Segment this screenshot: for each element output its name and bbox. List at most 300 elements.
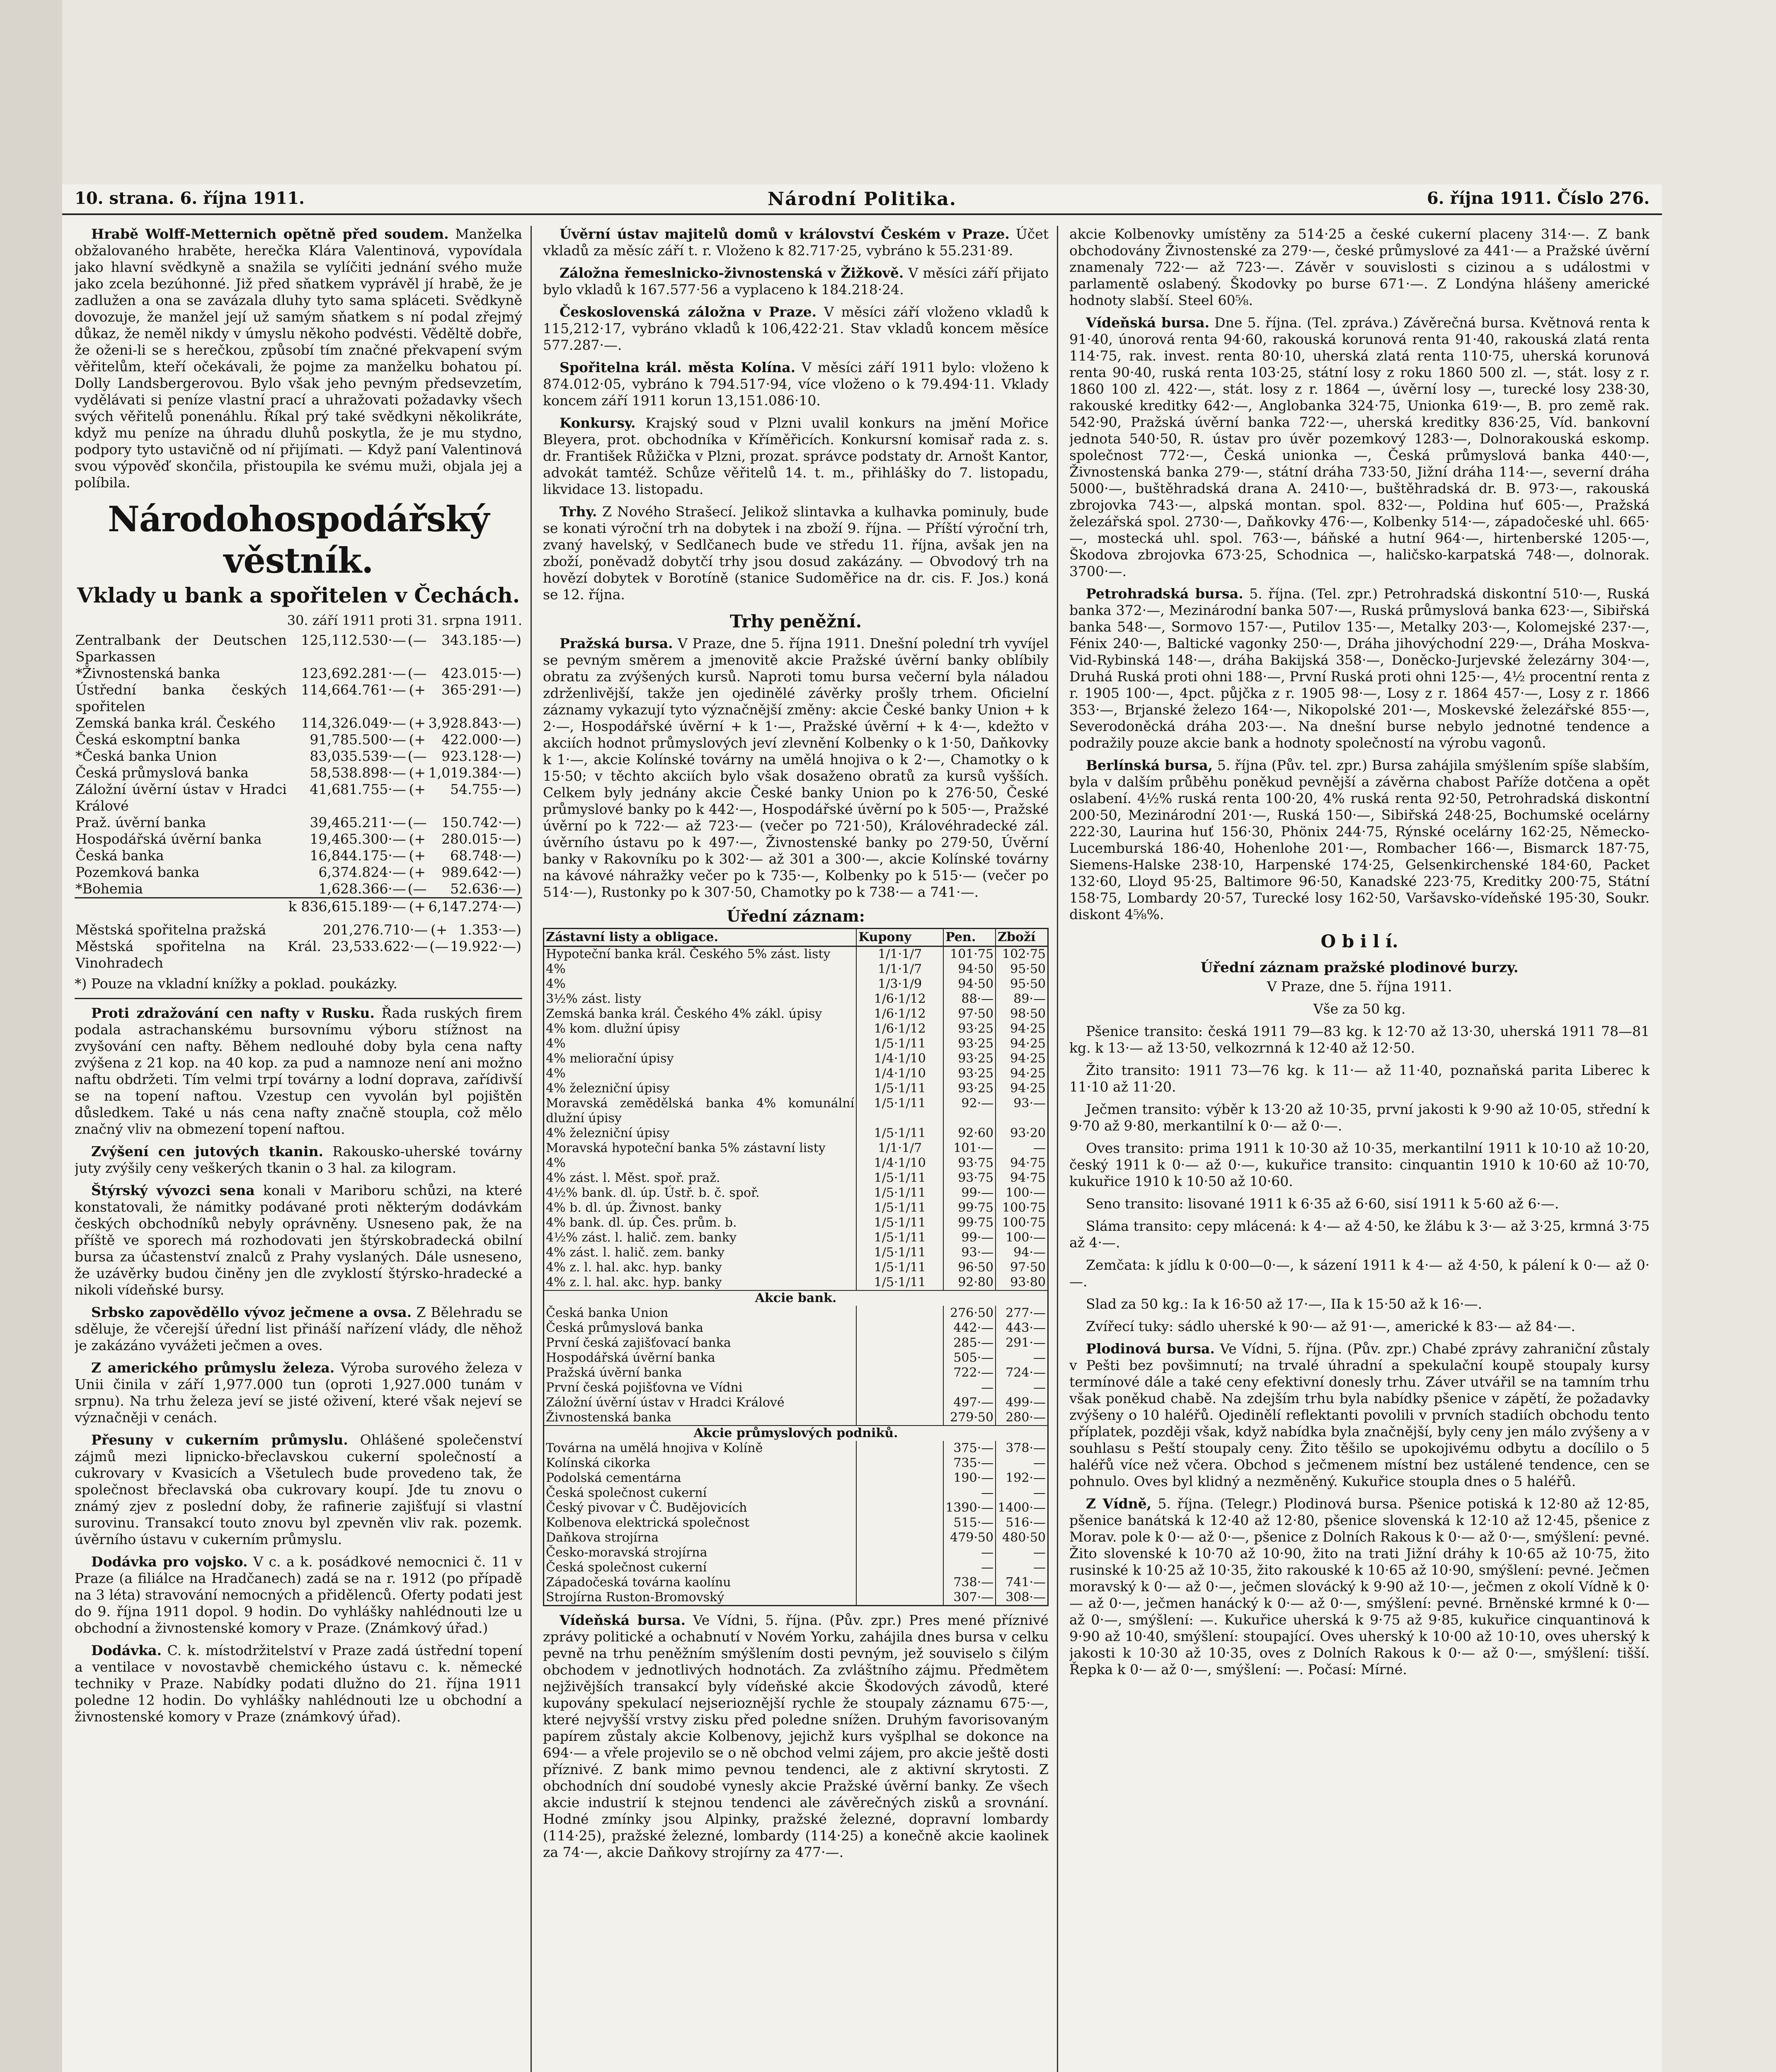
coupon-dates <box>856 1365 943 1380</box>
security-name: Záložní úvěrní ústav v Hradci Králové <box>546 1395 785 1410</box>
table-row <box>544 1036 1048 1051</box>
deposit-amount: 19,465.300·— <box>310 831 406 847</box>
bid-price: 93·25 <box>943 1081 996 1096</box>
column-2 <box>543 226 1049 2072</box>
col-header-pen: Pen. <box>943 929 996 946</box>
security-name: 4% kom. dlužní úpisy <box>546 1021 680 1036</box>
change-sign: (+ <box>409 765 426 781</box>
security-name: 4% z. l. hal. akc. hyp. banky <box>546 1275 722 1290</box>
column-3 <box>1069 226 1650 2072</box>
table-row <box>544 1156 1048 1171</box>
table-row <box>544 1186 1048 1201</box>
coupon-dates <box>856 1351 943 1365</box>
article-paragraph <box>543 415 1049 498</box>
ask-price: 499·— <box>996 1395 1048 1410</box>
security-name: Živnostenská banka <box>546 1410 671 1425</box>
bid-price: — <box>943 1380 996 1395</box>
security-name: Moravská hypoteční banka 5% zástavní listy <box>546 1141 826 1155</box>
article-paragraph <box>75 1005 522 1138</box>
table-row <box>75 748 522 765</box>
header-page-date: 10. strana. 6. října 1911. <box>75 189 305 208</box>
article-heading: Dodávka. <box>91 1642 162 1658</box>
deposit-amount: 125,112.530·— <box>301 632 406 648</box>
column-rule <box>1057 226 1058 2072</box>
coupon-dates: 1/1·1/7 <box>856 962 943 977</box>
column-rule <box>531 226 532 2072</box>
security-name: Kolbenova elektrická společnost <box>546 1515 750 1530</box>
security-name: 4% <box>546 962 566 976</box>
coupon-dates: 1/5·1/11 <box>856 1096 943 1126</box>
change-sign: (+ <box>409 682 426 698</box>
article-paragraph <box>543 635 1049 900</box>
deposit-change: 989.642·—) <box>441 864 521 880</box>
bank-name: Pozemková banka <box>75 864 200 880</box>
ask-price: — <box>996 1380 1048 1395</box>
article-heading: Dodávka pro vojsko. <box>91 1554 248 1570</box>
divider <box>75 998 522 999</box>
table-row <box>544 1486 1048 1501</box>
col-header-zbozi: Zboží <box>996 929 1048 946</box>
article-heading: Vídeňská bursa. <box>560 1612 686 1628</box>
article-paragraph <box>1069 757 1650 923</box>
coupon-dates: 1/5·1/11 <box>856 1126 943 1141</box>
grain-date: V Praze, dne 5. října 1911. <box>1267 978 1452 995</box>
savings-amount: 201,276.710·— <box>322 922 428 938</box>
bid-price: 497·— <box>943 1395 996 1410</box>
article-text: Ohlášené společenství zájmů mezi lipnicko-břeclavskou cukerní společností a cukrovary v Kvasicích a Všetulech bude provedeno tak, že společnost břeclavská oba cukrovary koupí. Jde tu znovu o známý zjev z poslední doby, že rafinerie zajišťují si vlastní surovinu. Transakcí touto znovu byl zpevněn vliv rak. pozemk. úvěrního ústavu v cukerním průmyslu. <box>75 1432 522 1547</box>
article-paragraph <box>543 359 1049 409</box>
ask-price: 93·80 <box>996 1275 1048 1290</box>
deposit-amount: 123,692.281·— <box>301 665 406 681</box>
ask-price: 280·— <box>996 1410 1048 1426</box>
change-sign: (+ <box>430 922 448 938</box>
table-row <box>544 1530 1048 1545</box>
coupon-dates <box>856 1471 943 1486</box>
savings-name: Městská spořitelna na Král. Vinohradech <box>75 938 321 971</box>
table-row <box>544 962 1048 977</box>
bid-price: 93·25 <box>943 1066 996 1081</box>
article-paragraph <box>1069 315 1650 580</box>
security-name: Česká společnost cukerní <box>546 1560 707 1575</box>
article-heading: Proti zdražování cen nafty v Rusku. <box>91 1005 375 1021</box>
article-heading: Zvýšení cen jutových tkanin. <box>91 1143 324 1159</box>
table-row <box>75 881 522 898</box>
bid-price: 505·— <box>943 1351 996 1365</box>
security-name: 4% z. l. hal. akc. hyp. banky <box>546 1260 722 1275</box>
bid-price: 99·75 <box>943 1201 996 1215</box>
table-row <box>75 781 522 814</box>
savings-table <box>75 922 522 971</box>
article-paragraph <box>543 265 1049 298</box>
table-row <box>544 1081 1048 1096</box>
article-paragraph <box>543 503 1049 603</box>
article-heading: Vídeňská bursa. <box>1086 315 1210 331</box>
security-name: 4½% zást. l. halič. zem. banky <box>546 1230 737 1245</box>
bid-price: 276·50 <box>943 1306 996 1321</box>
bid-price: 93·25 <box>943 1036 996 1051</box>
bank-name: Česká eskomptní banka <box>75 731 240 748</box>
ask-price: 516·— <box>996 1515 1048 1530</box>
newspaper-masthead: Národní Politika. <box>767 189 957 210</box>
security-name: Česká společnost cukerní <box>546 1486 707 1500</box>
article-heading: Spořitelna král. města Kolína. <box>560 359 796 375</box>
table-row <box>75 814 522 831</box>
security-name: 4% <box>546 1066 566 1081</box>
article-heading: Záložna řemeslnicko-živnostenská v Žižkově. <box>560 265 904 281</box>
article-paragraph <box>75 1304 522 1354</box>
coupon-dates: 1/5·1/11 <box>856 1260 943 1275</box>
bid-price: 92·— <box>943 1096 996 1126</box>
table-row <box>544 1471 1048 1486</box>
article-paragraph <box>1069 1341 1650 1490</box>
bid-price: 93·75 <box>943 1156 996 1171</box>
coupon-dates: 1/1·1/7 <box>856 946 943 962</box>
col-header-name: Zástavní listy a obligace. <box>544 929 857 946</box>
deposit-change: 422.000·—) <box>441 731 521 748</box>
bank-name: Záložní úvěrní ústav v Hradci Králové <box>75 781 287 814</box>
bank-name: Česká banka <box>75 847 164 864</box>
coupon-dates: 1/6·1/12 <box>856 1007 943 1021</box>
deposits-table <box>75 632 522 915</box>
change-sign: (+ <box>409 731 426 748</box>
security-name: Zemská banka král. Českého 4% zákl. úpisy <box>546 1007 822 1021</box>
deposit-change: 1,019.384·—) <box>428 765 521 781</box>
table-row <box>544 1380 1048 1395</box>
article-text: konali v Mariboru schůzi, na které konstatovali, že námitky podávané proti některým dodávkám českých obchodníků nebyly oprávněny. Usneseno pak, že na příště ve sporech má rozhodovati jen štýrskobradecká obilní bursa za účastenství znalců z Prahy vyslaných. Dále usneseno, že uzávěrky budou činěny jen dle zvyklostí štýrsko-hradecké a nikoli vídeňské bursy. <box>75 1182 522 1298</box>
security-name: Česká banka Union <box>546 1306 669 1320</box>
security-name: 4% b. dl. úp. Živnost. banky <box>546 1201 722 1215</box>
deposit-amount: 91,785.500·— <box>310 731 406 748</box>
table-row <box>544 1260 1048 1275</box>
grain-unit: Vše za 50 kg. <box>1313 1001 1406 1017</box>
grain-paragraph: Žito transito: 1911 73—76 kg. k 11·— až 11·40, poznaňská parita Liberec k 11·10 až 11·20. <box>1069 1062 1650 1095</box>
deposit-change: 280.015·—) <box>441 831 521 847</box>
coupon-dates <box>856 1456 943 1471</box>
table-row <box>544 1410 1048 1426</box>
bank-name: Hospodářská úvěrní banka <box>75 831 262 847</box>
security-name: Továrna na umělá hnojiva v Kolíně <box>546 1441 763 1455</box>
bid-price: — <box>943 1486 996 1501</box>
ask-price: 94·25 <box>996 1036 1048 1051</box>
table-row <box>75 682 522 715</box>
table-row <box>544 1365 1048 1380</box>
security-name: 4½% bank. dl. úp. Ústř. b. č. spoř. <box>546 1186 760 1200</box>
security-name: Strojírna Ruston-Bromovský <box>546 1590 724 1605</box>
table-row <box>544 1575 1048 1590</box>
article-text: V c. a k. posádkové nemocnici č. 11 v Praze (a filiálce na Hradčanech) zadá se na r. 1912 (po případě na 3 léta) stravování nemocných a přidělenců. Oferty podati jest do 9. října 1911 dopol. 9 hodin. Do vyhlášky nahlédnouti lze u obchodní a živnostenské komory v Praze. (Známkový úřad.) <box>75 1554 522 1636</box>
bid-price: 101·— <box>943 1141 996 1156</box>
article-text: C. k. místodržitelství v Praze zadá ústřední topení a ventilace v novostavbě chemického ústavu c. k. německé techniky v Praze. Nabídky podati dlužno do 21. října 1911 poledne 12 hodin. Do vyhlášky nahlédnouti lze u obchodní a živnostenské komory v Praze (známkový úřad). <box>75 1642 522 1725</box>
coupon-dates <box>856 1486 943 1501</box>
article-heading: Berlínská bursa, <box>1086 757 1213 773</box>
change-sign: (+ <box>407 898 428 915</box>
security-name: Česko-moravská strojírna <box>546 1545 707 1560</box>
bid-price: 99·— <box>943 1230 996 1245</box>
ask-price: 724·— <box>996 1365 1048 1380</box>
ask-price: 93·20 <box>996 1126 1048 1141</box>
bid-price: 93·25 <box>943 1021 996 1036</box>
coupon-dates <box>856 1336 943 1351</box>
change-sign: (+ <box>409 864 426 880</box>
article-text: Manželka obžalovaného hraběte, herečka Klára Valentinová, vypovídala jako hlavní svědkyně a snažila se vylíčiti jednání svého muže jako zcela bezúhonné. Již před sňatkem vyprávěl jí hrabě, že je zadlužen a ona se zavázala dluhy tyto sama spláceti. Svědkyně dovozuje, že manžel její už samým sňatkem s ní podal zřejmý důkaz, že neměl nikdy v úmyslu někoho podvésti. Věděltě dobře, že oženi-li se s herečkou, způsobí tím značné překvapení svým věřitelům, kteří očekávali, že pojme za manželku bohatou pí. Dolly Landsbergerovou. Bylo však jeho pevným předsevzetím, vydělávati si peníze vlastní prací a uhražovati požadavky všech svých věřitelů ponenáhlu. Říkal prý také svědkyni několikráte, když mu peníze na úhradu dluhů poskytla, že je mu stydno, podpory tyto ustavičně od ní přijímati. — Když paní Valentinová svou výpověď skončila, přistoupila ke svému muži, objala jej a políbila. <box>75 226 522 491</box>
table-row <box>544 1245 1048 1260</box>
grain-paragraph: Oves transito: prima 1911 k 10·30 až 10·35, merkantilní 1911 k 10·10 až 10·20, český 1911 k 0·— až 0·—, kukuřice transito: cinquantin 1910 k 10·60 až 10·70, kukuřice 1910 k 10·50 až 10·60. <box>1069 1140 1650 1189</box>
security-name: Hospodářská úvěrní banka <box>546 1351 715 1365</box>
ask-price: 94·75 <box>996 1171 1048 1186</box>
bid-price: 442·— <box>943 1321 996 1336</box>
header-issue-number: 6. října 1911. Číslo 276. <box>1427 189 1650 208</box>
article-text: V měsíci září vloženo vkladů k 115,212·17, vybráno vkladů k 106,422·21. Stav vkladů koncem měsíce 577.287·—. <box>543 304 1049 353</box>
table-row <box>544 1351 1048 1365</box>
article-text: Účet vkladů za měsíc září t. r. Vloženo k 82.717·25, vybráno k 55.231·89. <box>543 226 1049 259</box>
ask-price: 102·75 <box>996 946 1048 962</box>
bid-price: 99·— <box>943 1186 996 1201</box>
ask-price: 94·25 <box>996 1081 1048 1096</box>
ask-price: 291·— <box>996 1336 1048 1351</box>
coupon-dates: 1/5·1/11 <box>856 1081 943 1096</box>
table-row <box>544 1441 1048 1456</box>
change-sign: (+ <box>409 715 426 731</box>
grain-paragraph: Seno transito: lisované 1911 k 6·35 až 6·60, sisí 1911 k 5·60 až 6·—. <box>1086 1196 1559 1212</box>
deposit-change: 3,928.843·—) <box>428 715 521 731</box>
grain-paragraph: Ječmen transito: výběr k 13·20 až 10·35, první jakosti k 9·90 až 10·05, střední k 9·70 až 9·80, merkantilní k 0·— až 0·—. <box>1069 1101 1650 1134</box>
bid-price: 97·50 <box>943 1007 996 1021</box>
coupon-dates: 1/4·1/10 <box>856 1156 943 1171</box>
security-name: 4% <box>546 977 566 991</box>
article-paragraph: akcie Kolbenovky umístěny za 514·25 a české cukerní placeny 314·—. Z bank obchodovány Živnostenské za 279·—, české průmyslové za 441·— a Pražské úvěrní znamenaly 722·— až 723·—. Závěr v souvislosti s cizinou a s událostmi v parlamentě oslabený. Škodovky po burse 671·—. Z Londýna hlášeny americké hodnoty slabší. Steel 60⅝. <box>1069 226 1650 308</box>
ask-price: 741·— <box>996 1575 1048 1590</box>
ask-price: 94·25 <box>996 1051 1048 1066</box>
coupon-dates: 1/6·1/12 <box>856 992 943 1007</box>
section-subtitle: Úřední záznam pražské plodinové burzy. <box>1200 959 1519 976</box>
article-text: Výroba surového železa v Unii činila v září 1,977.000 tun (oproti 1,927.000 tunám v srpnu). Na trhu železa jeví se jisté oživení, které však nejeví se význačněji v cenách. <box>75 1360 522 1426</box>
total-label <box>75 898 288 915</box>
coupon-dates <box>856 1321 943 1336</box>
deposit-amount: 16,844.175·— <box>310 847 406 864</box>
security-name: 4% železniční úpisy <box>546 1126 670 1140</box>
table-row <box>544 1456 1048 1471</box>
bank-name: Česká průmyslová banka <box>75 765 249 781</box>
bid-price: 92·80 <box>943 1275 996 1290</box>
article-text: Dne 5. října. (Tel. zpráva.) Závěrečná bursa. Květnová renta k 91·40, únorová renta 94·60, rakouská korunová renta 91·40, rakouská zlatá renta 114·75, rak. invest. renta 80·10, uherská zlatá renta 110·75, uherská korunová renta 90·40, ruská renta 103·25, státní losy z roku 1860 500 zl. —, stát. losy z r. 1860 100 zl. 422·—, stát. losy z r. 1864 —, úvěrní losy —, turecké losy 238·30, rakouské kreditky 642·—, Anglobanka 324·75, Unionka 619·—, B. pro země rak. 542·90, Pražská úvěrní banka 722·—, uherská kreditky 836·25, Víd. bankovní jednota 540·50, R. ústav pro úvěr pozemkový 1283·—, Dolnorakouská eskomp. společnost 772·—, Česká unionka —, Česká průmyslová banka 440·—, Živnostenská banka 279·—, státní dráha 733·50, Jižní dráha 114·—, severní dráha 5000·—, buštěhradská drana A. 2410·—, buštěhradská dr. B. 973·—, rakouská zbrojovka 743·—, alpská montan. spol. 832·—, Poldina huť 605·—, Pražská železářská spol. 2730·—, Daňkovky 476·—, Kolbenky 514·—, západočeské uhl. 665·—, mostecká uhl. spol. 763·—, báňské a hutní 964·—, hirtenberské 1205·—, Škodova zbrojovka 673·25, Schodnica —, haličsko-karpatská 748·—, dolnorak. 3700·—. <box>1069 315 1650 579</box>
bid-price: 94·50 <box>943 977 996 992</box>
ask-price: 378·— <box>996 1441 1048 1456</box>
table-row <box>544 1306 1048 1321</box>
coupon-dates: 1/5·1/11 <box>856 1245 943 1260</box>
bid-price: 307·— <box>943 1590 996 1606</box>
coupon-dates <box>856 1515 943 1530</box>
group-label: Akcie průmyslových podniků. <box>544 1426 1048 1441</box>
deposit-change: 923.128·—) <box>441 748 521 764</box>
deposit-amount: 83,035.539·— <box>310 748 406 764</box>
bid-price: 735·— <box>943 1456 996 1471</box>
change-sign: (+ <box>409 847 426 864</box>
article-text: Řada ruských firem podala astrachanskému bursovnímu výboru stížnost na zvyšování cen nafty. Během nedlouhé doby byla cena nafty zvýšena z 21 kop. na 40 kop. za pud a namnoze není ani možno naftu obdržeti. Tím velmi trpí továrny a lodní doprava, zařídivší se na topení naftou. Vzestup cen vyvolán byl pojištěn důsledkem. Také u nás cena nafty značně stoupla, což mělo značný vliv na obmezení topení naftou. <box>75 1005 522 1137</box>
bid-price: 101·75 <box>943 946 996 962</box>
bid-price: 279·50 <box>943 1410 996 1426</box>
coupon-dates: 1/4·1/10 <box>856 1051 943 1066</box>
grain-paragraph: Zemčata: k jídlu k 0·00—0·—, k sázení 1911 k 4·— až 4·50, k pálení k 0·— až 0·—. <box>1069 1257 1650 1290</box>
article-heading: Přesuny v cukerním průmyslu. <box>91 1432 348 1448</box>
security-name: Daňkova strojírna <box>546 1530 659 1545</box>
bid-price: — <box>943 1560 996 1575</box>
coupon-dates <box>856 1306 943 1321</box>
article-text: Z Nového Strašecí. Jelikož slintavka a kulhavka pominuly, bude se konati výroční trh na dobytek i na zboží 9. října. — Příští výroční trh, zvaný havelský, v Sedlčanech bude ve středu 11. října, avšak jen na zboží, poněvadž dobytčí trhy jsou dosud zakázány. — Obvodový trh na hovězí dobytek v Borotíně (stanice Sudoměřice na dr. cis. F. Jos.) koná se 12. října. <box>543 503 1049 603</box>
change-sign: (+ <box>409 831 426 847</box>
ask-price: 89·— <box>996 992 1048 1007</box>
ask-price: 1400·— <box>996 1501 1048 1515</box>
security-name: Podolská cementárna <box>546 1471 681 1485</box>
table-row <box>75 632 522 665</box>
table-row <box>75 938 522 971</box>
ask-price: 94·25 <box>996 1021 1048 1036</box>
ask-price: 95·50 <box>996 977 1048 992</box>
table-row <box>75 765 522 781</box>
ask-price: 100·75 <box>996 1215 1048 1230</box>
coupon-dates <box>856 1545 943 1560</box>
coupon-dates: 1/5·1/11 <box>856 1036 943 1051</box>
bid-price: 94·50 <box>943 962 996 977</box>
section-title: O b i l í. <box>1320 931 1398 951</box>
coupon-dates: 1/5·1/11 <box>856 1186 943 1201</box>
article-heading: Z Vídně, <box>1086 1496 1152 1512</box>
table-row <box>544 946 1048 962</box>
bid-price: 92·60 <box>943 1126 996 1141</box>
bid-price: 722·— <box>943 1365 996 1380</box>
coupon-dates <box>856 1560 943 1575</box>
table-row <box>544 1051 1048 1066</box>
security-name: Česká průmyslová banka <box>546 1321 703 1335</box>
coupon-dates: 1/6·1/12 <box>856 1021 943 1036</box>
deposit-amount: 58,538.898·— <box>310 765 406 781</box>
page-header <box>62 184 1662 215</box>
article-paragraph <box>1069 586 1650 751</box>
coupon-dates <box>856 1501 943 1515</box>
table-row <box>544 992 1048 1007</box>
savings-change: 1.353·—) <box>459 922 521 938</box>
grain-paragraph: Sláma transito: cepy mlácená: k 4·— až 4·50, ke žlábu k 3·— až 3·25, krmná 3·75 až 4·—. <box>1069 1218 1650 1251</box>
security-name: První česká zajišťovací banka <box>546 1336 731 1350</box>
grain-paragraph: Pšenice transito: česká 1911 79—83 kg. k 12·70 až 13·30, uherská 1911 78—81 kg. k 13·— až 13·50, velkozrnná k 12·40 až 12·50. <box>1069 1023 1650 1056</box>
article-heading: Trhy. <box>560 503 597 520</box>
security-name: 4% zást. l. Měst. spoř. praž. <box>546 1171 720 1185</box>
bank-name: *Česká banka Union <box>75 748 217 764</box>
article-paragraph <box>75 1432 522 1548</box>
ask-price: 100·75 <box>996 1201 1048 1215</box>
bid-price: 93·— <box>943 1245 996 1260</box>
article-paragraph <box>75 1143 522 1176</box>
article-paragraph <box>75 1642 522 1725</box>
article-text: 5. října. (Telegr.) Plodinová bursa. Pšenice potiská k 12·80 až 12·85, pšenice banátská k 12·40 až 12·80, pšenice slovenská k 12·10 až 12·45, pšenice z Morav. pole k 0·— až 0·—, pšenice z Dolních Rakous k 0·— až 0·—, smýšlení: pevné. Žito slovenské k 10·70 až 10·90, žito na trati Jižní dráhy k 10·65 až 10·75, žito rusinské k 10·25 až 10·35, žito rakouské k 10·65 až 10·90, smýšlení: pevné. Ječmen moravský k 0·— až 0·—, ječmen slovácký k 9·90 až 10·—, ječmen z okolí Vídně k 0·— až 0·—, ječmen hanácký k 0·— až 0·—, smýšlení: pevné. Brněnské krmné k 0·— až 0·—, smýšlení: —. Kukuřice uherská k 9·75 až 9·85, kukuřice cinquantinová k 9·90 až 10·40, smýšlení: stoupající. Oves uherský k 10·00 až 10·10, oves uherský k jakosti k 10·30 až 10·35, oves z Dolních Rakous k 0·— až 0·—, smýšlení: tišší. Řepka k 0·— až 0·—, smýšlení: —. Počasí: Mírné. <box>1069 1496 1650 1677</box>
ask-price: 94·— <box>996 1245 1048 1260</box>
article-heading: Pražská bursa. <box>560 635 673 651</box>
deposit-amount: 6,374.824·— <box>318 864 406 880</box>
article-text: 5. října. (Tel. zpr.) Petrohradská diskontní 510·—, Ruská banka 372·—, Mezinárodní banka 507·—, Ruská průmyslová banka 623·—, Sibiřská banka 548·—, Sormovo 157·—, Putilov 135·—, Metalky 203·—, Kolomejské 237·—, Fénix 240·—, Baltické vagonky 250·—, Dráha jihovýchodní 229·—, Dráha Moskva-Vid-Rybinská 148·—, dráha Bakijská 358·—, Doněcko-Jurjevské železárny 304·—, Druhá Ruská proti ohni 188·—, První Ruská proti ohni 125·—, 4½ procentní renta z r. 1905 100·—, 4pct. půjčka z r. 1905 98·—, Losy z r. 1864 457·—, Losy z r. 1866 353·—, Brjanské železo 164·—, Nikopolské 201·—, Moskevské železářské 855·—, Severodoněcká dráha 203·—. Na dnešní burse nebylo jednotné tendence a podražily pouze akcie bank a hodnoty společností na výrobu vagonů. <box>1069 586 1650 751</box>
table-row <box>75 731 522 748</box>
coupon-dates <box>856 1395 943 1410</box>
article-heading: Srbsko zapověděllo vývoz ječmene a ovsa. <box>91 1304 412 1320</box>
article-text: Ve Vídni, 5. října. (Pův. zpr.) Chabé zprávy zahraniční zůstaly v Pešti bez povšimnutí; na trvalé úhradní a spekulační koupě stoupaly kursy termínové dále a také ceny efektivní donesly trhu. Záver utvářil se na tamním trhu však poněkud chabě. Na zdejším trhu byla nabídky pšenice v zápětí, že požadavky zvýšeny o 10 haléřů. Ojedinělí reflektanti povolili v prvních stadiích obchodu tento příplatek, později však, když nabídka byla značnější, byly ceny jen málo zvýšeny a v souhlasu s Peští stoupaly ceny. Žito těšilo se upokojivému odbytu a docílilo o 5 haléřů více než včera. Obchod s ječmenem místní bez ustálené tendence, cen se pohnulo. Oves byl klidný a nezměněný. Kukuřice stoupla dnes o 5 haléřů. <box>1069 1341 1650 1489</box>
change-sign: (— <box>407 814 427 830</box>
coupon-dates: 1/3·1/9 <box>856 977 943 992</box>
table-row <box>544 1545 1048 1560</box>
table-row <box>544 1230 1048 1245</box>
ask-price: — <box>996 1545 1048 1560</box>
bid-price: 738·— <box>943 1575 996 1590</box>
table-row <box>75 922 522 938</box>
bid-price: 96·50 <box>943 1260 996 1275</box>
bid-price: 375·— <box>943 1441 996 1456</box>
table-row <box>544 1590 1048 1606</box>
article-heading: Plodinová bursa. <box>1086 1341 1215 1357</box>
article-paragraph <box>75 226 522 491</box>
ask-price: — <box>996 1456 1048 1471</box>
article-text: 5. října (Pův. tel. zpr.) Bursa zahájila smýšlením spíše slabším, byla v dalším průběhu poněkud pevnější a závěrna chabost Paříže dotčena a opět oslabení. 4½% ruská renta 100·20, 4% ruská renta 92·50, Petrohradská diskontní 200·50, Mezinárodní 201·—, Ruská 150·—, Sibiřská 248·25, Bochumské ocelárny 222·30, Laurina huť 156·30, Phönix 244·75, Rýnské ocelárny 162·25, Německo-Lucemburská 186·40, Hohenlohe 201·—, Rombacher 166·—, Bismarck 187·75, Siemens-Halske 238·10, Harpenské 174·25, Gelsenkirchenské 184·60, Packet 132·60, Lloyd 95·25, Baltimore 96·50, Kanadské 223·75, Kreditky 200·75, Státní 158·75, Lombardy 20·57, Turecké losy 162·50, Varšavsko-vídeňské 195·30, Soukr. diskont 4⅝%. <box>1069 757 1650 922</box>
table-row <box>544 1201 1048 1215</box>
change-sign: (— <box>429 938 449 954</box>
table-row <box>544 1215 1048 1230</box>
article-paragraph <box>75 1360 522 1426</box>
article-text: Rakousko-uherské továrny juty zvýšily ceny veškerých tkanin o 3 hal. za kilogram. <box>75 1143 522 1176</box>
ask-price: 443·— <box>996 1321 1048 1336</box>
ask-price: — <box>996 1351 1048 1365</box>
table-row <box>544 1096 1048 1126</box>
article-text: V měsíci září 1911 bylo: vloženo k 874.012·05, vybráno k 794.517·94, více vloženo o k 79.494·11. Vklady koncem září 1911 korun 13,151.086·10. <box>543 359 1049 409</box>
savings-change: 19.922·—) <box>450 938 521 954</box>
table-row <box>544 1275 1048 1290</box>
coupon-dates: 1/5·1/11 <box>856 1230 943 1245</box>
article-paragraph <box>543 1612 1049 1861</box>
bid-price: 99·75 <box>943 1215 996 1230</box>
table-row <box>75 665 522 682</box>
section-title: Trhy peněžní. <box>729 611 862 632</box>
newspaper-page <box>62 184 1662 2072</box>
security-name: Moravská zemědělská banka 4% komunální dlužní úpisy <box>546 1096 855 1126</box>
article-heading: Konkursy. <box>560 415 636 431</box>
ask-price: 308·— <box>996 1590 1048 1606</box>
deposit-amount: 1,628.366·— <box>318 881 406 897</box>
article-text: Ve Vídni, 5. října. (Pův. zpr.) Pres mené příznivé zprávy politické a ochabnutí v Novém Yorku, zahájila dnes bursa v celku pevně na trhu peněžním smýšlením dosti pevným, jež souviselo s čilým obchodem v jednotlivých hodnotách. Za zvláštního zájmu. Předmětem nejživějších transakcí byly vídeňské akcie Škodových závodů, které kupovány spekulací nejserioznější rychle že stoupaly záznamu 675·—, které nejvyšší vrstvy zisku před poledne snížen. Druhým favorisovaným papírem zůstaly akcie Kolbenovy, jejichž kurs vyšplhal se dokonce na 694·— a vřele projevilo se o ně obchod velmi zájem, pro akcie ještě dosti příznivé. Z bank mimo pevnou tendenci, ale z aktivní skrytosti. Z obchodních dní soudobé vynesly akcie Pražské úvěrní banky. Ze všech akcie industrií k stejnou tendenci ale závěrečných zisků a srovnání. Hodné zmínky jsou Alpinky, pražské železné, dopravní lombardy (114·25), pražské železné, lombardy (114·25) a konečně akcie kaolinek za 74·—, akcie Daňkovy strojírny za 477·—. <box>543 1612 1049 1860</box>
bid-price: 479·50 <box>943 1530 996 1545</box>
column-1 <box>75 226 522 2072</box>
security-name: 4% <box>546 1036 566 1051</box>
bank-name: Zentralbank der Deutschen Sparkassen <box>75 632 287 665</box>
bid-price: 190·— <box>943 1471 996 1486</box>
bid-price: 285·— <box>943 1336 996 1351</box>
article-paragraph <box>75 1182 522 1298</box>
scan-margin <box>0 0 62 2072</box>
table-row <box>544 1336 1048 1351</box>
security-name: Pražská úvěrní banka <box>546 1365 682 1380</box>
deposit-amount: 39,465.211·— <box>310 814 406 830</box>
article-heading: Československá záložna v Praze. <box>560 304 817 320</box>
deposit-change: 68.748·—) <box>450 847 521 864</box>
article-text: Z Bělehradu se sděluje, že včerejší úřední list přináší nařízení vlády, dle něhož je zakázáno vyvážeti ječmen a oves. <box>75 1304 522 1353</box>
coupon-dates <box>856 1410 943 1426</box>
official-record-label: Úřední záznam: <box>727 907 865 925</box>
ask-price: — <box>996 1486 1048 1501</box>
bid-price: 93·75 <box>943 1171 996 1186</box>
article-heading: Z amerického průmyslu železa. <box>91 1360 335 1376</box>
ask-price: 97·50 <box>996 1260 1048 1275</box>
deposit-change: 343.185·—) <box>441 632 521 648</box>
coupon-dates: 1/5·1/11 <box>856 1275 943 1290</box>
article-text: V měsíci září přijato bylo vkladů k 167.577·56 a vyplaceno k 184.218·24. <box>543 265 1049 298</box>
security-name: 3½% zást. listy <box>546 992 642 1006</box>
security-name: Západočeská továrna kaolínu <box>546 1575 731 1590</box>
deposit-amount: 114,664.761·— <box>301 682 406 698</box>
table-row <box>75 715 522 731</box>
